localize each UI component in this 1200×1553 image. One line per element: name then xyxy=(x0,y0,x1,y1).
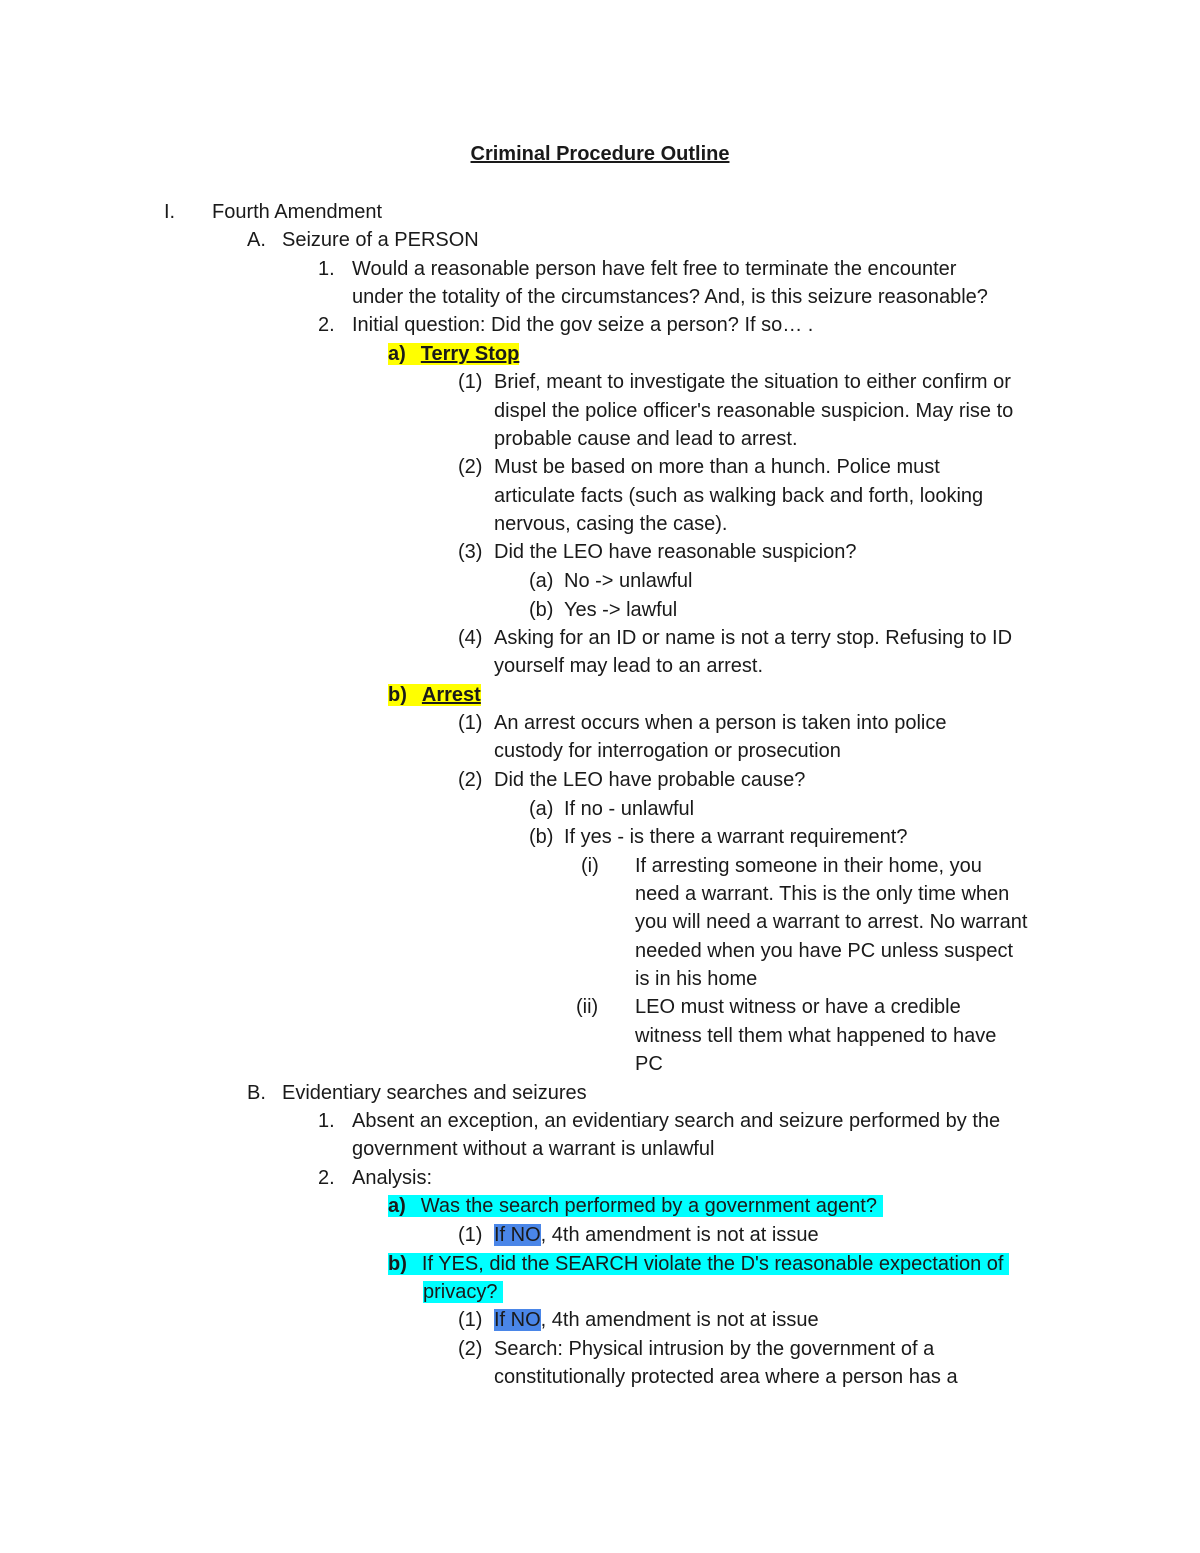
outline-text: nervous, casing the case). xyxy=(494,513,728,535)
outline-heading-evidentiary-searches: Evidentiary searches and seizures xyxy=(282,1082,587,1104)
outline-marker: (1) xyxy=(458,1309,483,1331)
outline-text xyxy=(494,1306,819,1334)
outline-text: constitutionally protected area where a person has a xyxy=(494,1366,958,1388)
outline-text: Brief, meant to investigate the situation to either confirm or xyxy=(494,371,1011,393)
outline-heading-fourth-amendment: Fourth Amendment xyxy=(212,201,383,223)
outline-text: Would a reasonable person have felt free to terminate the encounter xyxy=(352,258,957,280)
outline-marker: b) xyxy=(388,684,422,706)
outline-text-rest: , 4th amendment is not at issue xyxy=(540,1224,819,1246)
outline-text: you will need a warrant to arrest. No warrant xyxy=(635,911,1028,933)
terry-stop-label: Terry Stop xyxy=(420,343,520,365)
outline-marker: (b) xyxy=(529,826,554,848)
outline-text: needed when you have PC unless suspect xyxy=(635,940,1014,962)
outline-text: custody for interrogation or prosecution xyxy=(494,740,841,762)
outline-text: No -> unlawful xyxy=(564,570,693,592)
outline-marker: (b) xyxy=(529,599,554,621)
outline-marker: (1) xyxy=(458,1224,483,1246)
outline-marker: 2. xyxy=(318,314,335,336)
outline-text: Must be based on more than a hunch. Police must xyxy=(494,456,940,478)
expectation-of-privacy-question-cont xyxy=(423,1278,503,1306)
outline-marker: a) xyxy=(388,343,421,365)
highlighted-text: privacy? xyxy=(423,1281,504,1303)
outline-text: Did the LEO have probable cause? xyxy=(494,769,806,791)
outline-marker: (ii) xyxy=(576,996,599,1018)
outline-text: need a warrant. This is the only time when xyxy=(635,883,1010,905)
outline-marker: I. xyxy=(164,201,176,223)
outline-text: Analysis: xyxy=(352,1167,433,1189)
outline-marker: (3) xyxy=(458,541,483,563)
outline-marker: b) xyxy=(388,1253,422,1275)
outline-text: Asking for an ID or name is not a terry stop. Refusing to ID xyxy=(494,627,1013,649)
outline-marker: 1. xyxy=(318,258,335,280)
expectation-of-privacy-question xyxy=(388,1250,1009,1278)
outline-text: An arrest occurs when a person is taken into police xyxy=(494,712,947,734)
outline-marker: 2. xyxy=(318,1167,335,1189)
outline-marker: (1) xyxy=(458,712,483,734)
outline-marker: A. xyxy=(247,229,266,251)
outline-text: Did the LEO have reasonable suspicion? xyxy=(494,541,857,563)
outline-marker: (i) xyxy=(581,855,599,877)
outline-text: probable cause and lead to arrest. xyxy=(494,428,798,450)
outline-text: is in his home xyxy=(635,968,758,990)
outline-marker: (2) xyxy=(458,1338,483,1360)
outline-marker: (4) xyxy=(458,627,483,649)
government-agent-question xyxy=(388,1192,883,1220)
outline-text: Absent an exception, an evidentiary search and seizure performed by the xyxy=(352,1110,1001,1132)
terry-stop-heading xyxy=(388,340,519,368)
outline-text: Yes -> lawful xyxy=(564,599,678,621)
outline-text: PC xyxy=(635,1053,663,1075)
outline-text: LEO must witness or have a credible xyxy=(635,996,961,1018)
outline-marker: B. xyxy=(247,1082,266,1104)
highlighted-text: If YES, did the SEARCH violate the D's reasonable expectation of xyxy=(421,1253,1009,1275)
outline-text xyxy=(494,1221,819,1249)
outline-text: yourself may lead to an arrest. xyxy=(494,655,764,677)
outline-marker: (2) xyxy=(458,769,483,791)
page-title: Criminal Procedure Outline xyxy=(470,143,730,165)
outline-text: Initial question: Did the gov seize a person? If so… . xyxy=(352,314,814,336)
outline-text: articulate facts (such as walking back and forth, looking xyxy=(494,485,984,507)
outline-text: dispel the police officer's reasonable suspicion. May rise to xyxy=(494,400,1014,422)
outline-text: government without a warrant is unlawful xyxy=(352,1138,715,1160)
outline-heading-seizure-of-person: Seizure of a PERSON xyxy=(282,229,479,251)
outline-marker: (a) xyxy=(529,570,554,592)
outline-marker: (2) xyxy=(458,456,483,478)
highlighted-text: Was the search performed by a government agent? xyxy=(420,1195,883,1217)
arrest-heading xyxy=(388,681,481,709)
outline-marker: a) xyxy=(388,1195,421,1217)
outline-text: witness tell them what happened to have xyxy=(635,1025,997,1047)
outline-marker: 1. xyxy=(318,1110,335,1132)
highlighted-text: If NO xyxy=(494,1224,541,1246)
outline-text: under the totality of the circumstances? And, is this seizure reasonable? xyxy=(352,286,988,308)
outline-text: Search: Physical intrusion by the government of a xyxy=(494,1338,935,1360)
arrest-label: Arrest xyxy=(421,684,481,706)
highlighted-text: If NO xyxy=(494,1309,541,1331)
outline-text-rest: , 4th amendment is not at issue xyxy=(540,1309,819,1331)
outline-text: If arresting someone in their home, you xyxy=(635,855,982,877)
outline-marker: (1) xyxy=(458,371,483,393)
outline-text: If yes - is there a warrant requirement? xyxy=(564,826,908,848)
outline-text: If no - unlawful xyxy=(564,798,695,820)
outline-marker: (a) xyxy=(529,798,554,820)
